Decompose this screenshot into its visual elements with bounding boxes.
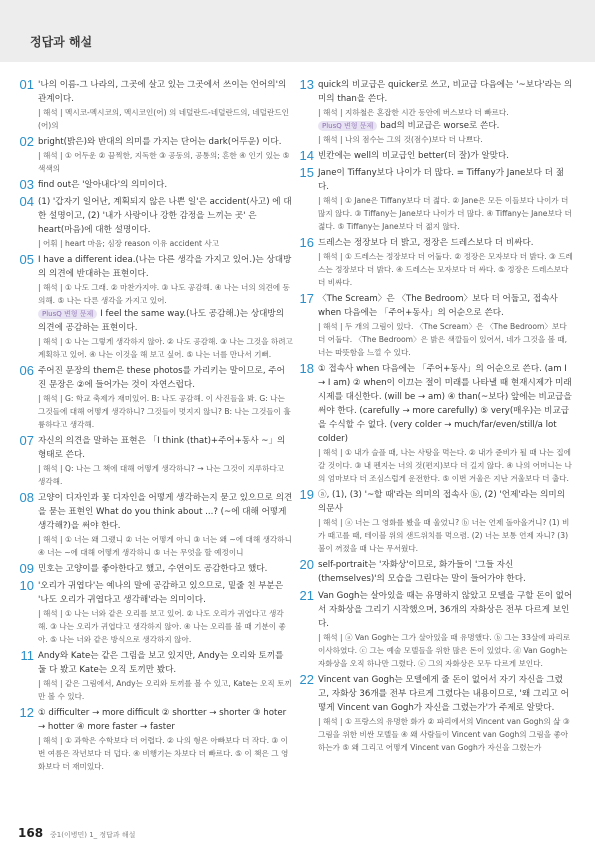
answer-item: [19, 705, 293, 773]
answer-item: [299, 361, 573, 485]
question-number: 04: [19, 194, 34, 209]
answer-item: [20, 648, 293, 703]
answer-item: [299, 557, 573, 586]
question-number: 08: [19, 490, 34, 505]
answer-item: [299, 148, 573, 163]
translation-note: | 해석 | G: 학교 축제가 재미있어. B: 나도 공감해. 이 사진들을 봐. G: 나는 그것들에 대해 어떻게 생각하니? 그것들이 멋지지 않니? B: 나는 그것들이 훌륭하다고 생각해.: [38, 394, 291, 429]
answer-item: [299, 291, 573, 359]
left-column: [19, 77, 293, 776]
question-number: 07: [19, 433, 34, 448]
plusq-badge: PlusQ 변형 문제: [38, 309, 97, 319]
question-number: 09: [19, 561, 34, 576]
translation-note: | 어휘 | heart 마음; 심장 reason 이유 accident 사고: [38, 239, 220, 248]
question-number: 02: [19, 134, 34, 149]
translation-note: | 해석 | Q: 나는 그 책에 대해 어떻게 생각하니? → 나는 그것이 지루하다고 생각해.: [38, 464, 285, 486]
translation-note: | 해석 | 나의 점수는 그의 것(점수)보다 더 나쁘다.: [318, 135, 483, 144]
answer-item: [19, 433, 293, 488]
explanation-text: ① difficulter → more difficult ② shortter → shorter ③ hoter → hotter ④ more faster → faster: [38, 708, 287, 732]
footer-subtitle: 중1(이병민) 1_ 정답과 해설: [50, 831, 136, 839]
question-number: 20: [299, 557, 314, 572]
translation-note: | 해석 | 같은 그림에서, Andy는 오리와 토끼를 볼 수 있고, Kate는 오직 토끼만 볼 수 있다.: [38, 679, 292, 701]
question-number: 17: [299, 291, 314, 306]
explanation-text: find out은 '알아내다'의 의미이다.: [38, 180, 168, 190]
answer-item: [19, 77, 293, 132]
answer-item: [19, 363, 293, 431]
translation-note: | 해석 | ① 나도 그래. ② 마찬가지야. ③ 나도 공감해. ④ 나는 너의 의견에 동의해. ⑤ 나는 다른 생각을 가지고 있어.: [38, 283, 290, 305]
explanation-text: ⓐ, (1), (3) '~할 때'라는 의미의 접속사 ⓑ, (2) '언제'라는 의미의 의문사: [318, 490, 565, 514]
question-number: 19: [299, 487, 314, 502]
translation-note: | 해석 | 지하철은 혼잡한 시간 동안에 버스보다 더 빠르다.: [318, 108, 509, 117]
answer-item: [19, 194, 293, 250]
plusq-text: bad의 비교급은 worse로 쓴다.: [380, 121, 500, 131]
explanation-text: 주어진 문장의 them은 these photos를 가리키는 말이므로, 주어진 문장은 ②에 들어가는 것이 자연스럽다.: [38, 366, 285, 390]
question-number: 12: [19, 705, 34, 720]
explanation-text: (1) '갑자기 일어난, 계획되지 않은 나쁜 일'은 accident(사고) 에 대한 설명이고, (2) '내가 사랑이나 강한 감정을 느끼는 곳' 은 heart(마음)에 대한 설명이다.: [38, 197, 292, 235]
translation-note: | 해석 | ⓐ Van Gogh는 그가 살아있을 때 유명했다. ⓑ 그는 33살에 파리로 이사하였다. ⓒ 그는 예술 모델들을 위한 많은 돈이 있었다. ⓓ Van Gogh는 자화상을 오직 하나만 그렸다. ⓔ 그의 자화상은 모두 다르게 보인다.: [318, 633, 571, 668]
question-number: 11: [20, 648, 34, 663]
translation-note: | 해석 | ① Jane은 Tiffany보다 더 젊다. ② Jane은 모든 이들보다 나이가 더 많지 않다. ③ Tiffany는 Jane보다 나이가 더 많다. ④ Tiffany는 Jane보다 더 젊다. ⑤ Tiffany는 Jane보다 더 젊지 않다.: [318, 196, 572, 231]
plusq-text: I feel the same way.(나도 공감해.)는 상대방의 의견에 공감하는 표현이다.: [38, 309, 285, 333]
header-bar: [0, 0, 595, 62]
explanation-text: 고양이 디자인과 꽃 디자인을 어떻게 생각하는지 묻고 있으므로 의견을 묻는 표현인 What do you think about ...? (~에 대해 어떻게 생각해?)을 써야 한다.: [38, 493, 293, 531]
question-number: 21: [299, 588, 314, 603]
plusq-block: [38, 307, 293, 335]
translation-note: | 해석 | 두 개의 그림이 있다. 〈The Scream〉은 〈The Bedroom〉보다 더 어둡다. 〈The Bedroom〉은 밝은 색깔들이 있어서, 네가 그것을 볼 때, 너는 따뜻함을 느낄 수 있다.: [318, 322, 568, 357]
translation-note: | 해석 | ① 나는 너와 같은 오리를 보고 있어. ② 나도 오리가 귀엽다고 생각해. ③ 나는 오리가 귀엽다고 생각하지 않아. ④ 나는 오리를 볼 때 기분이 좋아. ⑤ 나는 너와 같은 방식으로 생각하지 않아.: [38, 609, 286, 644]
explanation-text: ① 접속사 when 다음에는 「주어+동사」의 어순으로 쓴다. (am I → I am) ② when이 이끄는 절이 미래를 나타낼 때 현재시제가 미래시제를 대신한다. (will be → am) ④ than(~보다) 앞에는 비교급을 써야 한다. (carefully → more carefully) ⑤ very(매우)는 비교급을 수식할 수 없다. (very colder → much/far/even/still/a lot colder): [318, 364, 572, 444]
translation-note: | 해석 | ① 어두운 ② 끔찍한, 지독한 ③ 공동의, 공통의; 흔한 ④ 인기 있는 ⑤ 색색의: [38, 151, 290, 173]
explanation-text: bright(밝은)와 반대의 의미를 가지는 단어는 dark(어두운) 이다.: [38, 137, 282, 147]
translation-note: | 해석 | 멕시코-멕시코의, 멕시코인(어) 의 네덜란드-네덜란드의, 네덜란드인(어)의: [38, 108, 289, 130]
explanation-text: 빈칸에는 well의 비교급인 better(더 잘)가 알맞다.: [318, 151, 510, 161]
answer-item: [299, 588, 573, 670]
explanation-text: self-portrait는 '자화상'이므로, 화가들이 '그들 자신 (themselves)'의 모습을 그린다는 말이 들어가야 한다.: [318, 560, 526, 584]
answer-item: [299, 487, 573, 555]
question-number: 16: [299, 235, 314, 250]
question-number: 22: [299, 672, 314, 687]
answer-item: [19, 177, 293, 192]
question-number: 01: [19, 77, 34, 92]
translation-note: | 해석 | ⓐ 너는 그 영화를 봤을 때 울었니? ⓑ 너는 언제 돌아올거니? (1) 비가 때고를 때, 테이블 위의 샌드위치를 먹으렴. (2) 너는 보통 언제 자니? (3) 불이 꺼졌을 때 나는 무서웠다.: [318, 518, 570, 553]
explanation-text: Vincent van Gogh는 모델에게 줄 돈이 없어서 자기 자신을 그렸고, 자화상 36개를 전부 다르게 그렸다는 내용이므로, '왜 그리고 어떻게 Vincent van Gogh가 자신을 그렸는가'가 주제로 알맞다.: [318, 675, 569, 713]
page-title: 정답과 해설: [30, 35, 93, 49]
answer-item: [19, 561, 293, 576]
question-number: 14: [299, 148, 314, 163]
plusq-block: [318, 119, 573, 133]
question-number: 18: [299, 361, 314, 376]
right-column: [299, 77, 573, 757]
explanation-text: 자신의 의견을 말하는 표현은 「I think (that)+주어+동사 ~」의 형태로 쓴다.: [38, 436, 286, 460]
explanation-text: '나의 이름-그 나라의, 그곳에 살고 있는 그곳에서 쓰이는 언어의'의 관계이다.: [38, 80, 287, 104]
question-number: 15: [299, 165, 314, 180]
translation-note: | 해석 | ① 과학은 수학보다 더 어렵다. ② 나의 형은 아빠보다 더 작다. ③ 이번 여름은 작년보다 더 덥다. ④ 비행기는 차보다 더 빠르다. ⑤ 이 책은 그 영화보다 더 재미있다.: [38, 736, 289, 771]
answer-item: [19, 134, 293, 175]
answer-item: [19, 578, 293, 646]
translation-note: | 해석 | ① 드레스는 정장보다 더 어둡다. ② 정장은 모자보다 더 밝다. ③ 드레스는 정장보다 더 밝다. ④ 드레스는 모자보다 더 싸다. ⑤ 정장은 드레스보다 더 비싸다.: [318, 252, 573, 287]
explanation-text: quick의 비교급은 quicker로 쓰고, 비교급 다음에는 '~보다'라는 의미의 than을 쓴다.: [318, 80, 573, 104]
answer-item: [299, 165, 573, 233]
explanation-text: '오리가 귀엽다'는 예나의 말에 공감하고 있으므로, 밑줄 친 부분은 '나도 오리가 귀엽다고 생각해'라는 의미이다.: [38, 581, 284, 605]
explanation-text: 〈The Scream〉은 〈The Bedroom〉보다 더 어둡고, 접속사 when 다음에는 「주어+동사」의 어순으로 쓴다.: [318, 294, 558, 318]
answer-item: [299, 672, 573, 754]
answer-item: [19, 252, 293, 361]
question-number: 06: [19, 363, 34, 378]
answer-item: [299, 77, 573, 146]
translation-note: | 해석 | ① 프랑스의 유명한 화가 ② 파리에서의 Vincent van Gogh의 삶 ③ 그림을 위한 비싼 모델들 ④ 왜 사람들이 Vincent van Gogh의 그림을 좋아하는가 ⑤ 왜 그리고 어떻게 Vincent van Gogh가 자신을 그렸는가: [318, 717, 570, 752]
question-number: 03: [19, 177, 34, 192]
plusq-badge: PlusQ 변형 문제: [318, 121, 377, 131]
explanation-text: Van Gogh는 살아있을 때는 유명하지 않았고 모델을 구할 돈이 없어서 자화상을 그리기 시작했으며, 36개의 자화상은 전부 다르게 보인다.: [318, 591, 573, 629]
translation-note: | 해석 | ① 내가 슬플 때, 나는 사탕을 먹는다. ② 내가 준비가 될 때 나는 집에 갈 것이다. ③ 내 펜지는 너의 것(편지)보다 더 길지 않다. ④ 나의 어머니는 나의 엄마보다 더 조심스럽게 운전한다. ⑤ 이번 겨울은 지난 겨울보다 더 춥다.: [318, 448, 572, 483]
question-number: 10: [19, 578, 34, 593]
answer-item: [299, 235, 573, 289]
explanation-text: I have a different idea.(나는 다른 생각을 가지고 있어.)는 상대방의 의견에 반대하는 표현이다.: [38, 255, 292, 279]
explanation-text: 드레스는 정장보다 더 밝고, 정장은 드레스보다 더 비싸다.: [318, 238, 534, 248]
question-number: 13: [299, 77, 314, 92]
question-number: 05: [19, 252, 34, 267]
answer-item: [19, 490, 293, 559]
explanation-text: 민호는 고양이를 좋아한다고 했고, 수연이도 공감한다고 했다.: [38, 564, 268, 574]
explanation-text: Jane이 Tiffany보다 나이가 더 많다. = Tiffany가 Jane보다 더 젊다.: [318, 168, 564, 192]
explanation-text: Andy와 Kate는 같은 그림을 보고 있지만, Andy는 오리와 토끼를 둘 다 봤고 Kate는 오직 토끼만 봤다.: [38, 651, 284, 675]
translation-note: | 해석 | ① 너는 왜 그랬니 ② 너는 어떻게 아니 ③ 너는 왜 ~에 대해 생각하니 ④ 너는 ~에 대해 어떻게 생각하니 ⑤ 너는 무엇을 할 예정이니: [38, 535, 292, 557]
page-number: 168: [18, 826, 44, 840]
translation-note: | 해석 | ① 나는 그렇게 생각하지 않아. ② 나도 공감해. ③ 나는 그것을 하려고 계획하고 있어. ④ 나는 이것을 해 보고 싶어. ⑤ 나는 너를 만나서 기뻐.: [38, 337, 293, 359]
